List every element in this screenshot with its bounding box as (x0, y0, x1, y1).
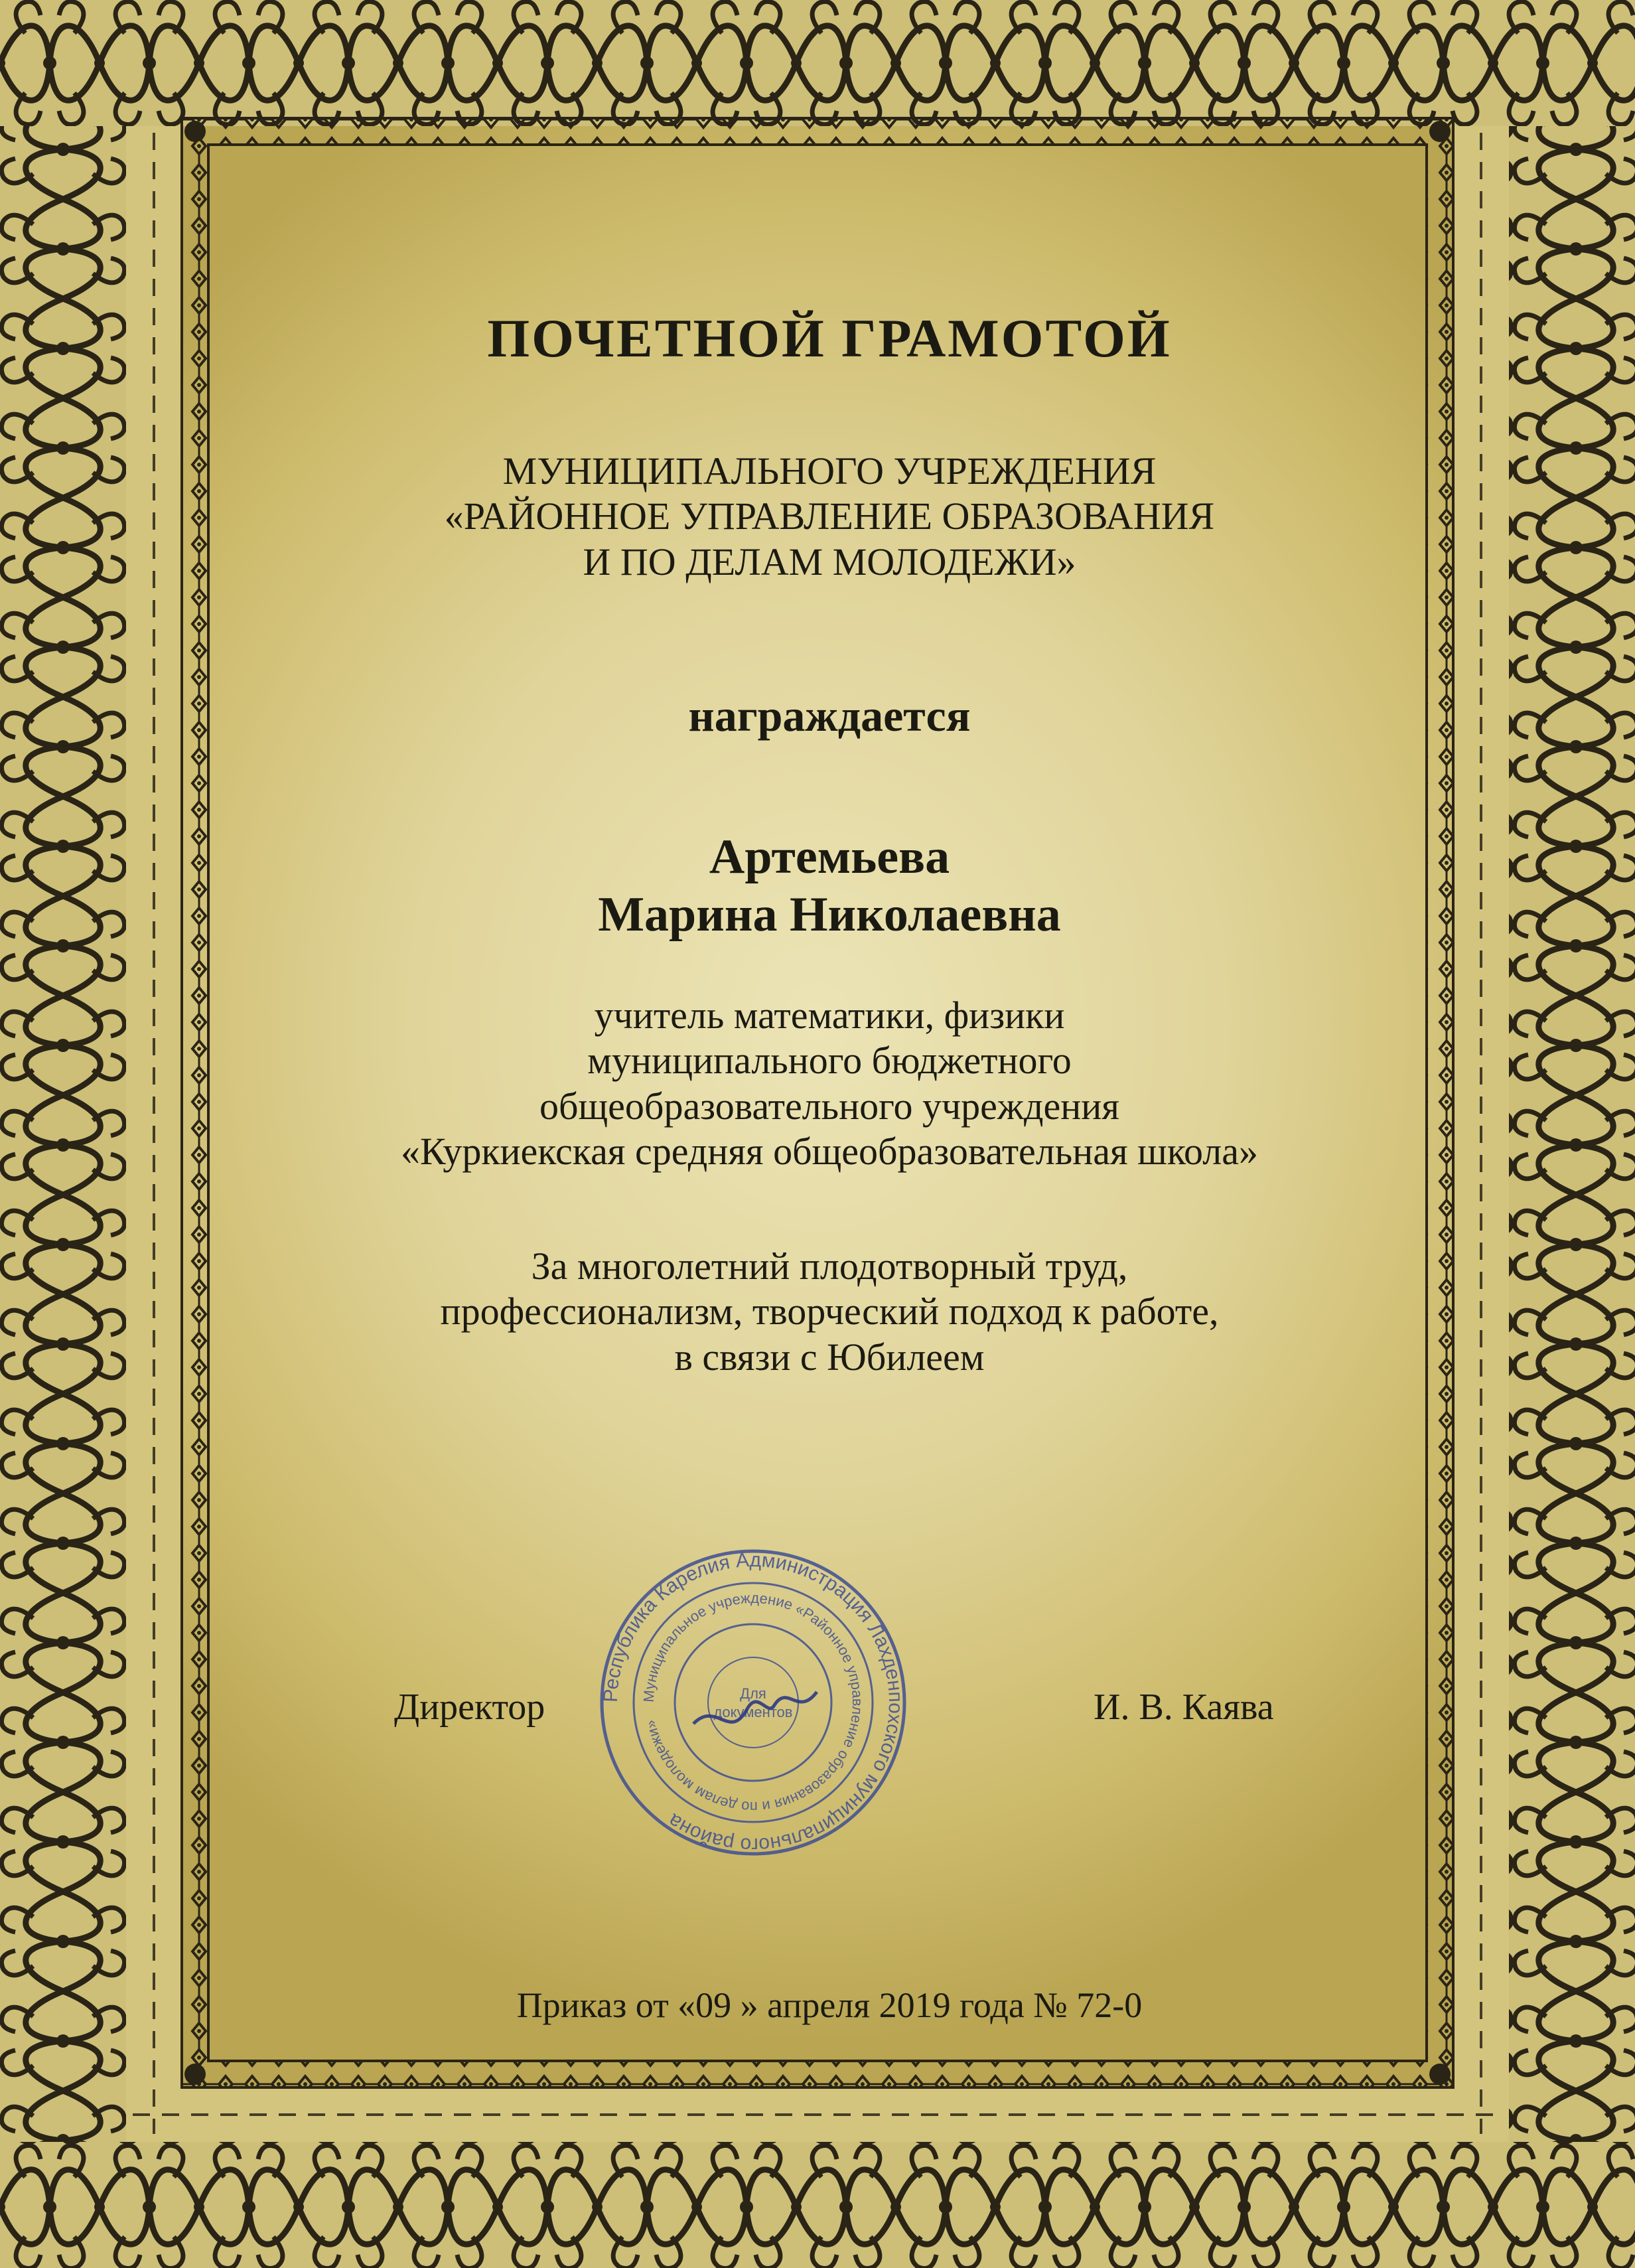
order-reference: Приказ от «09 » апреля 2019 года № 72-0 (516, 1985, 1143, 2025)
recipient-position (199, 993, 1460, 1175)
signature-label: Директор (394, 1687, 545, 1728)
svg-text:Для: Для (740, 1685, 766, 1702)
reason-line: в связи с Юбилеем (674, 1335, 985, 1379)
issuing-organization (199, 449, 1460, 585)
svg-text:Республика Карелия Администрац: Республика Карелия Администрация Лахденпохского муниципального района (599, 1549, 907, 1856)
recipient-name (199, 828, 1460, 945)
svg-text:документов: документов (713, 1704, 793, 1720)
organization-line: МУНИЦИПАЛЬНОГО УЧРЕЖДЕНИЯ (502, 449, 1157, 492)
official-stamp (594, 1543, 912, 1862)
awarded-label: награждается (688, 690, 971, 741)
reason-line: профессионализм, творческий подход к работе, (440, 1290, 1219, 1333)
recipient-surname: Артемьева (709, 830, 950, 884)
position-line: муниципального бюджетного (587, 1039, 1072, 1083)
certificate-title: ПОЧЕТНОЙ ГРАМОТОЙ (487, 308, 1172, 368)
position-line: общеобразовательного учреждения (539, 1084, 1119, 1128)
position-line: учитель математики, физики (594, 994, 1065, 1037)
svg-text:Муниципальное учреждение «Райо: Муниципальное учреждение «Районное управление образования и по делам молодежи» (640, 1589, 867, 1816)
organization-line: И ПО ДЕЛАМ МОЛОДЕЖИ» (583, 540, 1076, 583)
recipient-given-names: Марина Николаевна (598, 887, 1061, 943)
director-name: И. В. Каява (1094, 1687, 1274, 1728)
award-reason (199, 1244, 1460, 1380)
reason-line: За многолетний плодотворный труд, (531, 1245, 1128, 1288)
organization-line: «РАЙОННОЕ УПРАВЛЕНИЕ ОБРАЗОВАНИЯ (444, 494, 1215, 538)
position-line: «Куркиекская средняя общеобразовательная школа» (401, 1130, 1258, 1173)
